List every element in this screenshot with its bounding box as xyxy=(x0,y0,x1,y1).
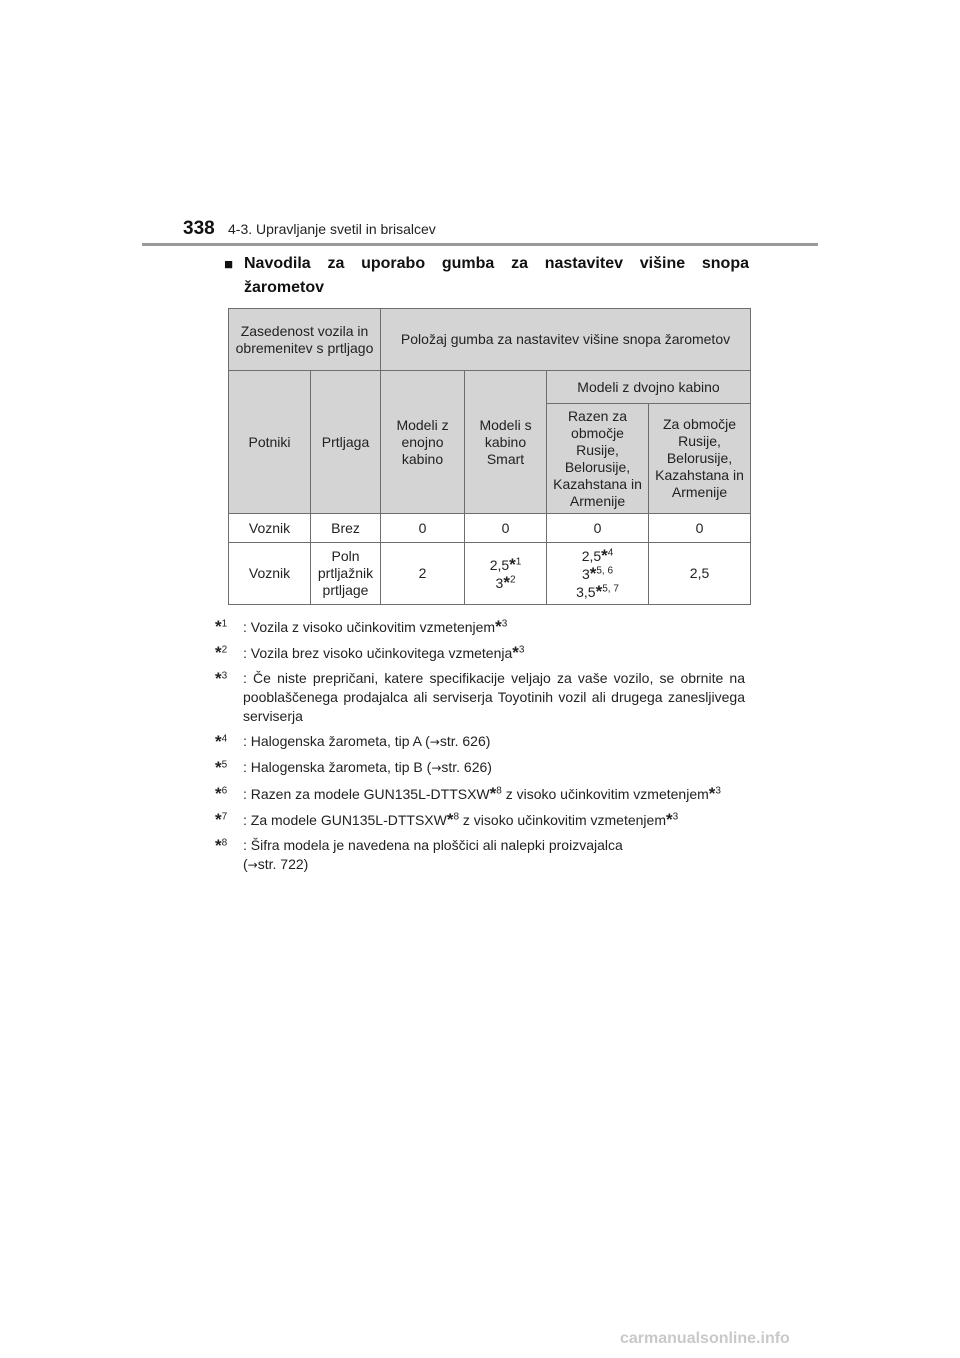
footnote-ref: 5, 7 xyxy=(602,582,619,594)
header-double-cab: Modeli z dvojno kabino xyxy=(547,371,751,404)
footnote-4 xyxy=(215,732,745,752)
footnote-5 xyxy=(215,758,745,778)
footnote-star: * xyxy=(215,732,222,751)
footnote-star: * xyxy=(215,758,222,777)
value: 3 xyxy=(581,565,590,582)
footnote-ref: 4 xyxy=(607,546,614,558)
header-passengers: Potniki xyxy=(229,371,311,514)
cell-smart-cab: 0 xyxy=(465,514,547,543)
footnote-ref: 2 xyxy=(509,573,516,585)
footnote-star: * xyxy=(215,836,222,855)
footnote-3 xyxy=(215,669,745,726)
chapter-header: 4-3. Upravljanje svetil in brisalcev xyxy=(228,221,436,237)
value: 2,5 xyxy=(581,547,602,564)
footnote-ref: 8 xyxy=(453,811,460,823)
heading-line-1: Navodila za uporabo gumba za nastavitev višine snopa xyxy=(244,255,749,272)
footnotes xyxy=(215,617,745,881)
footnote-star: * xyxy=(215,810,222,829)
footnote-star: * xyxy=(446,810,454,829)
footnote-star: * xyxy=(215,669,222,688)
footnote-star: * xyxy=(665,810,673,829)
cell-passengers: Voznik xyxy=(229,543,311,605)
footnote-8 xyxy=(215,836,745,875)
page-number: 338 xyxy=(183,218,215,239)
table-row xyxy=(229,543,751,605)
footnote-text: : Če niste prepričani, katere specifikacije veljajo za vaše vozilo, se obrnite na pooblaščenega prodajalca ali serviserja Toyotinih vozil ali drugega zanesljivega serviserja xyxy=(243,670,745,724)
footnote-number: 2 xyxy=(221,644,228,656)
table-row xyxy=(229,514,751,543)
footnote-text: : Vozila z visoko učinkovitim vzmetenjem xyxy=(243,619,496,635)
footnote-text: : Za modele GUN135L-DTTSXW xyxy=(243,812,447,828)
footnote-star: * xyxy=(589,563,597,583)
cell-single-cab: 0 xyxy=(381,514,465,543)
footnote-number: 8 xyxy=(221,837,228,849)
footnote-ref: 5, 6 xyxy=(596,564,614,576)
footnote-text: z visoko učinkovitim vzmetenjem xyxy=(501,786,709,802)
page-ref-link[interactable]: str. 626) xyxy=(441,759,492,775)
footnote-1 xyxy=(215,617,745,637)
cell-smart-cab xyxy=(465,543,547,605)
heading-line-2: žarometov xyxy=(244,279,325,296)
footnote-7 xyxy=(215,810,745,830)
footnote-star: * xyxy=(495,617,502,636)
footnote-star: * xyxy=(489,784,497,803)
footnote-number: 3 xyxy=(221,670,228,682)
page-ref-link[interactable]: str. 626) xyxy=(439,733,491,749)
footnote-text: z visoko učinkovitim vzmetenjem xyxy=(459,812,666,828)
arrow-right-icon: → xyxy=(431,761,442,775)
value: 3 xyxy=(495,574,504,591)
footnote-text: : Šifra modela je navedena na ploščici ali nalepki proizvajalca xyxy=(243,837,623,853)
footnote-ref: 3 xyxy=(518,644,525,656)
header-double-cab-russia: Za območje Rusije, Belorusije, Kazahstana in Armenije xyxy=(649,404,751,514)
footnote-text: : Halogenska žarometa, tip B ( xyxy=(243,759,432,775)
footnote-ref: 8 xyxy=(496,785,502,797)
footnote-star: * xyxy=(595,581,603,601)
footnote-star: * xyxy=(509,554,516,574)
footnote-star: * xyxy=(601,545,608,565)
footnote-star: * xyxy=(215,617,222,636)
footnote-number: 4 xyxy=(221,733,228,745)
footnote-star: * xyxy=(503,572,510,592)
watermark: carmanualsonline.info xyxy=(620,1330,790,1347)
footnote-star: * xyxy=(215,643,222,662)
footnote-number: 7 xyxy=(221,811,228,823)
footnote-star: * xyxy=(215,784,222,803)
square-bullet-icon: ■ xyxy=(224,256,234,273)
headlight-leveling-table xyxy=(228,308,751,605)
footnote-number: 1 xyxy=(221,618,228,630)
cell-luggage: Brez xyxy=(311,514,381,543)
header-single-cab: Modeli z enojno kabino xyxy=(381,371,465,514)
footnote-number: 5 xyxy=(221,759,228,771)
footnote-number: 6 xyxy=(221,785,228,797)
cell-double-except: 0 xyxy=(547,514,649,543)
header-double-cab-except-russia: Razen za območje Rusije, Belorusije, Kazahstana in Armenije xyxy=(547,404,649,514)
header-smart-cab: Modeli s kabino Smart xyxy=(465,371,547,514)
footnote-ref: 1 xyxy=(515,555,522,567)
header-divider xyxy=(142,243,818,246)
cell-luggage: Poln prtljažnik prtljage xyxy=(311,543,381,605)
footnote-ref: 3 xyxy=(672,811,679,823)
footnote-ref: 3 xyxy=(715,785,721,797)
open-paren: ( xyxy=(243,856,248,872)
footnote-text: : Halogenska žarometa, tip A ( xyxy=(243,733,430,749)
footnote-star: * xyxy=(512,643,519,662)
arrow-right-icon: → xyxy=(247,858,258,872)
value: 2,5 xyxy=(489,556,510,573)
cell-passengers: Voznik xyxy=(229,514,311,543)
footnote-ref: 3 xyxy=(501,618,508,630)
arrow-right-icon: → xyxy=(429,735,440,749)
cell-double-except xyxy=(547,543,649,605)
footnote-star: * xyxy=(708,784,716,803)
footnote-text: : Razen za modele GUN135L-DTTSXW xyxy=(243,786,490,802)
header-dial-position: Položaj gumba za nastavitev višine snopa žarometov xyxy=(381,309,751,371)
header-luggage: Prtljaga xyxy=(311,371,381,514)
cell-double-russia: 0 xyxy=(649,514,751,543)
footnote-text: : Vozila brez visoko učinkovitega vzmetenja xyxy=(243,645,513,661)
footnote-2 xyxy=(215,643,745,663)
cell-single-cab: 2 xyxy=(381,543,465,605)
header-occupancy: Zasedenost vozila in obremenitev s prtljago xyxy=(229,309,381,371)
footnote-6 xyxy=(215,784,745,804)
value: 3,5 xyxy=(576,583,596,600)
page-ref-link[interactable]: str. 722) xyxy=(257,856,309,872)
cell-double-russia: 2,5 xyxy=(649,543,751,605)
